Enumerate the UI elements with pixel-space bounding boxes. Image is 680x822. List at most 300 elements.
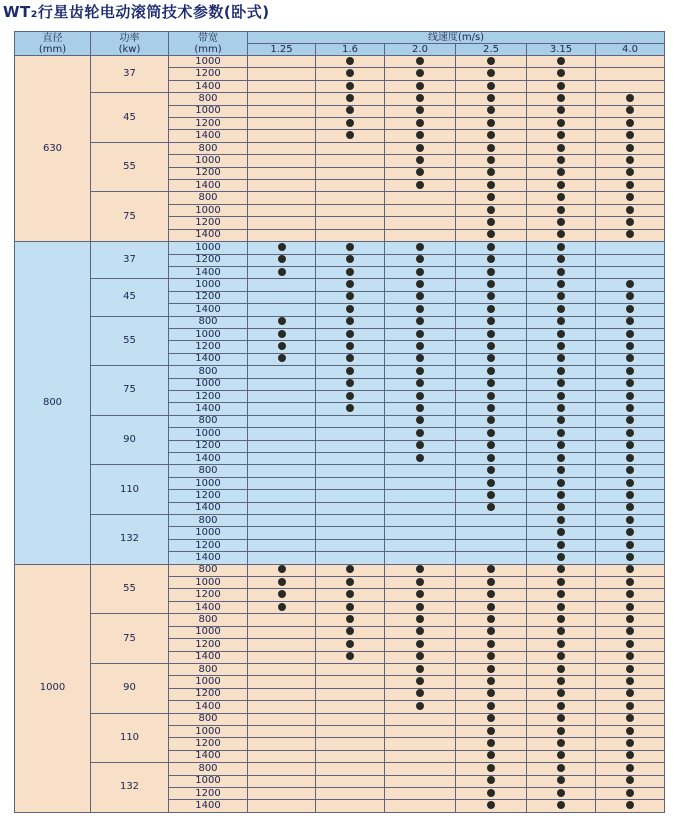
speed-cell — [316, 676, 385, 688]
speed-cell — [596, 676, 665, 688]
speed-cell — [527, 254, 596, 266]
speed-cell — [456, 68, 527, 80]
speed-cell — [385, 130, 456, 142]
speed-cell — [385, 564, 456, 576]
availability-dot-icon — [346, 106, 354, 114]
speed-cell — [456, 155, 527, 167]
speed-cell — [527, 142, 596, 154]
speed-cell — [527, 217, 596, 229]
width-cell: 1000 — [169, 527, 248, 539]
speed-cell — [456, 589, 527, 601]
availability-dot-icon — [346, 69, 354, 77]
speed-cell — [385, 80, 456, 92]
speed-cell — [596, 291, 665, 303]
speed-cell — [456, 763, 527, 775]
availability-dot-icon — [487, 292, 495, 300]
availability-dot-icon — [487, 578, 495, 586]
availability-dot-icon — [487, 69, 495, 77]
availability-dot-icon — [278, 317, 286, 325]
width-cell: 1000 — [169, 577, 248, 589]
speed-cell — [456, 266, 527, 278]
availability-dot-icon — [487, 193, 495, 201]
speed-cell — [385, 93, 456, 105]
width-cell: 800 — [169, 663, 248, 675]
availability-dot-icon — [557, 156, 565, 164]
availability-dot-icon — [278, 243, 286, 251]
speed-cell — [316, 130, 385, 142]
availability-dot-icon — [626, 751, 634, 759]
speed-cell — [248, 676, 316, 688]
speed-cell — [527, 378, 596, 390]
availability-dot-icon — [626, 578, 634, 586]
speed-cell — [316, 390, 385, 402]
availability-dot-icon — [487, 280, 495, 288]
availability-dot-icon — [557, 305, 565, 313]
speed-cell — [527, 626, 596, 638]
speed-cell — [527, 713, 596, 725]
availability-dot-icon — [557, 193, 565, 201]
availability-dot-icon — [557, 528, 565, 536]
speed-cell — [248, 775, 316, 787]
speed-cell — [596, 502, 665, 514]
availability-dot-icon — [557, 565, 565, 573]
diameter-label: 直径 — [42, 32, 63, 44]
speed-cell — [527, 800, 596, 812]
speed-cell — [248, 601, 316, 613]
width-cell: 1000 — [169, 242, 248, 254]
speed-cell — [456, 291, 527, 303]
availability-dot-icon — [278, 255, 286, 263]
availability-dot-icon — [626, 416, 634, 424]
speed-cell — [385, 229, 456, 241]
availability-dot-icon — [557, 57, 565, 65]
width-cell: 1200 — [169, 167, 248, 179]
speed-cell — [596, 651, 665, 663]
speed-cell — [596, 80, 665, 92]
availability-dot-icon — [416, 354, 424, 362]
power-cell: 110 — [91, 713, 169, 763]
speed-cell — [596, 242, 665, 254]
speed-cell — [316, 477, 385, 489]
availability-dot-icon — [626, 466, 634, 474]
speed-cell — [385, 502, 456, 514]
speed-cell — [248, 477, 316, 489]
speed-cell — [248, 589, 316, 601]
speed-cell — [248, 639, 316, 651]
speed-cell — [456, 552, 527, 564]
speed-cell — [385, 279, 456, 291]
availability-dot-icon — [557, 106, 565, 114]
availability-dot-icon — [416, 565, 424, 573]
speed-cell — [527, 403, 596, 415]
availability-dot-icon — [346, 119, 354, 127]
availability-dot-icon — [416, 416, 424, 424]
availability-dot-icon — [278, 578, 286, 586]
width-unit: (mm) — [194, 43, 222, 55]
speed-cell — [456, 750, 527, 762]
speed-cell — [385, 477, 456, 489]
speed-cell — [316, 663, 385, 675]
availability-dot-icon — [557, 801, 565, 809]
power-cell: 37 — [91, 242, 169, 279]
speed-cell — [385, 750, 456, 762]
speed-cell — [385, 204, 456, 216]
speed-cell — [316, 68, 385, 80]
width-cell: 1200 — [169, 589, 248, 601]
speed-cell — [385, 316, 456, 328]
speed-cell — [248, 415, 316, 427]
availability-dot-icon — [557, 255, 565, 263]
power-cell: 75 — [91, 366, 169, 416]
availability-dot-icon — [626, 280, 634, 288]
availability-dot-icon — [346, 268, 354, 276]
speed-cell — [596, 167, 665, 179]
table-row — [15, 279, 665, 291]
availability-dot-icon — [626, 119, 634, 127]
speed-cell — [456, 800, 527, 812]
speed-cell — [248, 304, 316, 316]
page-title: WT₂行星齿轮电动滚筒技术参数(卧式) — [3, 3, 270, 21]
speed-cell — [456, 56, 527, 68]
speed-cell — [596, 564, 665, 576]
width-cell: 1200 — [169, 490, 248, 502]
speed-cell — [385, 118, 456, 130]
speed-cell — [596, 204, 665, 216]
speed-cell — [316, 279, 385, 291]
availability-dot-icon — [557, 541, 565, 549]
speed-cell — [385, 701, 456, 713]
speed-cell — [316, 453, 385, 465]
speed-cell — [316, 56, 385, 68]
speed-cell — [248, 651, 316, 663]
speed-cell — [456, 366, 527, 378]
speed-cell — [248, 465, 316, 477]
speed-cell — [456, 477, 527, 489]
speed-cell — [316, 93, 385, 105]
availability-dot-icon — [557, 429, 565, 437]
availability-dot-icon — [487, 652, 495, 660]
speed-cell — [248, 93, 316, 105]
speed-cell — [456, 440, 527, 452]
speed-cell — [596, 304, 665, 316]
width-cell: 800 — [169, 366, 248, 378]
speed-cell — [248, 552, 316, 564]
speed-cell — [248, 68, 316, 80]
availability-dot-icon — [626, 317, 634, 325]
width-cell: 1000 — [169, 56, 248, 68]
speed-cell — [385, 626, 456, 638]
speed-cell — [596, 614, 665, 626]
availability-dot-icon — [346, 342, 354, 350]
speed-cell — [527, 750, 596, 762]
availability-dot-icon — [346, 615, 354, 623]
availability-dot-icon — [416, 441, 424, 449]
speed-cell — [596, 279, 665, 291]
speed-cell — [248, 527, 316, 539]
speed-cell — [248, 118, 316, 130]
speed-cell — [248, 626, 316, 638]
speed-cell — [385, 552, 456, 564]
availability-dot-icon — [557, 503, 565, 511]
speed-cell — [248, 56, 316, 68]
width-cell: 1400 — [169, 266, 248, 278]
availability-dot-icon — [346, 627, 354, 635]
availability-dot-icon — [487, 751, 495, 759]
speed-cell — [385, 688, 456, 700]
speed-cell — [596, 490, 665, 502]
speed-cell — [456, 577, 527, 589]
width-cell: 1200 — [169, 390, 248, 402]
table-row — [15, 465, 665, 477]
speed-value: 4.0 — [596, 44, 665, 56]
speed-cell — [385, 403, 456, 415]
speed-cell — [527, 80, 596, 92]
speed-cell — [385, 304, 456, 316]
availability-dot-icon — [416, 292, 424, 300]
speed-cell — [596, 403, 665, 415]
speed-cell — [316, 564, 385, 576]
spec-body — [15, 56, 665, 813]
speed-cell — [316, 217, 385, 229]
availability-dot-icon — [557, 640, 565, 648]
width-cell: 1200 — [169, 341, 248, 353]
availability-dot-icon — [346, 652, 354, 660]
speed-cell — [316, 713, 385, 725]
speed-cell — [248, 688, 316, 700]
speed-cell — [596, 415, 665, 427]
availability-dot-icon — [557, 268, 565, 276]
availability-dot-icon — [346, 330, 354, 338]
speed-cell — [248, 266, 316, 278]
availability-dot-icon — [557, 615, 565, 623]
speed-cell — [456, 403, 527, 415]
width-header — [169, 32, 248, 56]
speed-cell — [316, 775, 385, 787]
width-cell: 1000 — [169, 775, 248, 787]
availability-dot-icon — [557, 627, 565, 635]
availability-dot-icon — [416, 243, 424, 251]
speed-cell — [596, 155, 665, 167]
availability-dot-icon — [416, 689, 424, 697]
availability-dot-icon — [557, 69, 565, 77]
availability-dot-icon — [416, 652, 424, 660]
availability-dot-icon — [487, 789, 495, 797]
speed-cell — [596, 105, 665, 117]
power-cell: 75 — [91, 614, 169, 664]
speed-cell — [596, 713, 665, 725]
power-cell: 55 — [91, 142, 169, 192]
speed-cell — [596, 328, 665, 340]
speed-cell — [385, 328, 456, 340]
power-cell: 55 — [91, 316, 169, 366]
width-cell: 800 — [169, 515, 248, 527]
speed-cell — [248, 539, 316, 551]
availability-dot-icon — [416, 603, 424, 611]
speed-cell — [248, 787, 316, 799]
speed-cell — [596, 180, 665, 192]
speed-cell — [596, 725, 665, 737]
speed-cell — [527, 366, 596, 378]
availability-dot-icon — [346, 640, 354, 648]
speed-cell — [248, 738, 316, 750]
availability-dot-icon — [487, 764, 495, 772]
availability-dot-icon — [557, 379, 565, 387]
availability-dot-icon — [278, 342, 286, 350]
availability-dot-icon — [416, 665, 424, 673]
width-cell: 1000 — [169, 725, 248, 737]
speed-cell — [527, 279, 596, 291]
availability-dot-icon — [487, 317, 495, 325]
speed-cell — [248, 378, 316, 390]
availability-dot-icon — [416, 280, 424, 288]
width-cell: 800 — [169, 614, 248, 626]
speed-cell — [248, 130, 316, 142]
width-cell: 1000 — [169, 477, 248, 489]
speed-cell — [316, 725, 385, 737]
speed-cell — [248, 725, 316, 737]
power-cell: 75 — [91, 192, 169, 242]
availability-dot-icon — [487, 491, 495, 499]
speed-cell — [456, 118, 527, 130]
availability-dot-icon — [626, 776, 634, 784]
speed-cell — [456, 254, 527, 266]
speed-cell — [385, 589, 456, 601]
availability-dot-icon — [557, 454, 565, 462]
speed-cell — [456, 204, 527, 216]
availability-dot-icon — [626, 528, 634, 536]
power-cell: 37 — [91, 56, 169, 93]
availability-dot-icon — [278, 330, 286, 338]
availability-dot-icon — [626, 516, 634, 524]
width-cell: 1000 — [169, 279, 248, 291]
availability-dot-icon — [557, 702, 565, 710]
speed-cell — [456, 217, 527, 229]
speed-cell — [596, 601, 665, 613]
speed-cell — [316, 118, 385, 130]
availability-dot-icon — [557, 280, 565, 288]
power-cell: 90 — [91, 663, 169, 713]
speed-cell — [456, 775, 527, 787]
availability-dot-icon — [626, 565, 634, 573]
width-cell: 1000 — [169, 378, 248, 390]
speed-cell — [456, 713, 527, 725]
availability-dot-icon — [278, 565, 286, 573]
availability-dot-icon — [487, 218, 495, 226]
availability-dot-icon — [346, 82, 354, 90]
availability-dot-icon — [557, 416, 565, 424]
speed-cell — [316, 142, 385, 154]
availability-dot-icon — [346, 367, 354, 375]
availability-dot-icon — [416, 156, 424, 164]
availability-dot-icon — [557, 665, 565, 673]
speed-cell — [248, 328, 316, 340]
width-label: 带宽 — [198, 32, 218, 44]
availability-dot-icon — [626, 367, 634, 375]
availability-dot-icon — [346, 317, 354, 325]
availability-dot-icon — [346, 131, 354, 139]
speed-cell — [456, 93, 527, 105]
speed-cell — [385, 738, 456, 750]
speed-cell — [527, 291, 596, 303]
speed-cell — [385, 440, 456, 452]
width-cell: 1400 — [169, 502, 248, 514]
speed-cell — [596, 688, 665, 700]
power-cell: 110 — [91, 465, 169, 515]
width-cell: 1000 — [169, 328, 248, 340]
speed-cell — [456, 180, 527, 192]
availability-dot-icon — [626, 379, 634, 387]
speed-cell — [248, 763, 316, 775]
speed-cell — [316, 328, 385, 340]
availability-dot-icon — [557, 94, 565, 102]
availability-dot-icon — [487, 392, 495, 400]
availability-dot-icon — [416, 82, 424, 90]
speed-cell — [596, 577, 665, 589]
speed-cell — [596, 353, 665, 365]
availability-dot-icon — [557, 243, 565, 251]
width-cell: 1200 — [169, 688, 248, 700]
speed-cell — [385, 291, 456, 303]
speed-cell — [248, 291, 316, 303]
diameter-unit: (mm) — [38, 43, 67, 55]
availability-dot-icon — [487, 144, 495, 152]
width-cell: 1400 — [169, 651, 248, 663]
availability-dot-icon — [278, 354, 286, 362]
availability-dot-icon — [346, 57, 354, 65]
availability-dot-icon — [416, 367, 424, 375]
speed-cell — [316, 515, 385, 527]
width-cell: 1400 — [169, 552, 248, 564]
speed-header: 线速度(m/s) — [248, 32, 665, 44]
speed-cell — [385, 242, 456, 254]
speed-cell — [456, 614, 527, 626]
speed-cell — [456, 539, 527, 551]
availability-dot-icon — [416, 429, 424, 437]
speed-cell — [456, 415, 527, 427]
speed-cell — [316, 291, 385, 303]
availability-dot-icon — [626, 652, 634, 660]
availability-dot-icon — [487, 342, 495, 350]
speed-cell — [596, 440, 665, 452]
speed-cell — [596, 428, 665, 440]
availability-dot-icon — [557, 441, 565, 449]
availability-dot-icon — [416, 181, 424, 189]
speed-cell — [248, 440, 316, 452]
availability-dot-icon — [626, 714, 634, 722]
speed-cell — [527, 527, 596, 539]
width-cell: 800 — [169, 93, 248, 105]
speed-cell — [385, 651, 456, 663]
speed-cell — [527, 651, 596, 663]
availability-dot-icon — [487, 479, 495, 487]
speed-cell — [596, 56, 665, 68]
speed-cell — [316, 80, 385, 92]
speed-cell — [385, 663, 456, 675]
speed-cell — [385, 68, 456, 80]
speed-cell — [527, 688, 596, 700]
availability-dot-icon — [557, 739, 565, 747]
availability-dot-icon — [626, 764, 634, 772]
width-cell: 1000 — [169, 626, 248, 638]
availability-dot-icon — [416, 268, 424, 276]
width-cell: 1400 — [169, 80, 248, 92]
availability-dot-icon — [557, 652, 565, 660]
speed-cell — [527, 105, 596, 117]
speed-cell — [385, 56, 456, 68]
availability-dot-icon — [557, 751, 565, 759]
speed-cell — [596, 701, 665, 713]
availability-dot-icon — [416, 615, 424, 623]
